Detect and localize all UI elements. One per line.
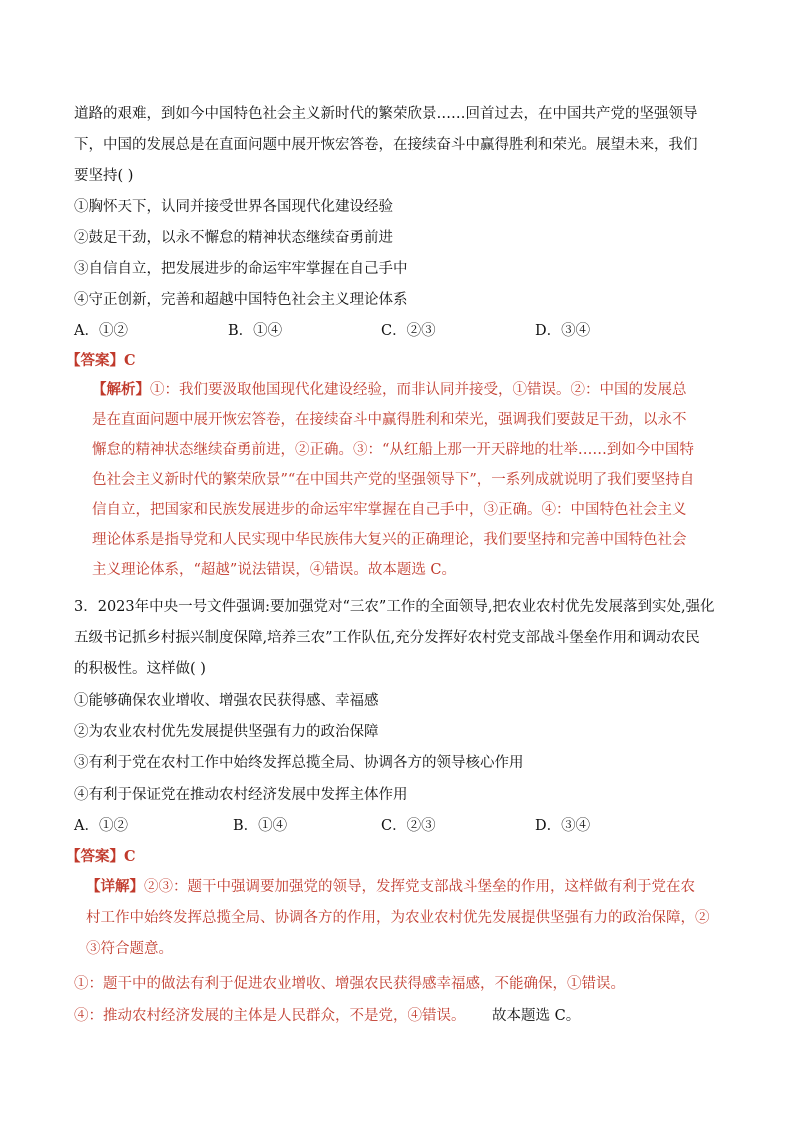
q2-stem-line-2: 下，中国的发展总是在直面问题中展开恢宏答卷，在接续奋斗中赢得胜利和荣光。展望未来，我们 (74, 137, 698, 153)
q2-statement-1: ①胸怀天下，认同并接受世界各国现代化建设经验 (74, 199, 393, 215)
q3-statement-3: ③有利于党在农村工作中始终发挥总揽全局、协调各方的领导核心作用 (74, 755, 524, 771)
q3-statement-4: ④有利于保证党在推动农村经济发展中发挥主体作用 (74, 787, 408, 803)
q3-stem-line-1: 3．2023年中央一号文件强调:要加强党对“三农”工作的全面领导,把农业农村优先发展落到实处,强化 (74, 599, 715, 615)
q2-option-b: B．①④ (228, 323, 283, 339)
q2-analysis-line-3: 懈怠的精神状态继续奋勇前进，②正确。③：“从红船上那一开天辟地的壮举……到如今中国特 (92, 442, 694, 458)
q3-extra-line-2: ④：推动农村经济发展的主体是人民群众，不是党，④错误。 (74, 1008, 466, 1024)
q3-answer (66, 847, 136, 867)
q2-analysis-tag: 【解析】 (92, 381, 150, 398)
q3-statement-2: ②为农业农村优先发展提供坚强有力的政治保障 (74, 724, 379, 740)
q2-analysis-line-7: 主义理论体系，“超越”说法错误，④错误。故本题选 C。 (92, 562, 457, 578)
q2-statement-4: ④守正创新，完善和超越中国特色社会主义理论体系 (74, 292, 408, 308)
q2-analysis-line-1 (92, 380, 687, 400)
q2-statement-3: ③自信自立，把发展进步的命运牢牢掌握在自己手中 (74, 261, 408, 277)
q3-answer-value: C (124, 848, 136, 865)
q3-option-a: A．①② (74, 818, 128, 834)
q3-answer-tag: 【答案】 (66, 848, 124, 865)
q2-analysis-line-4: 色社会主义新时代的繁荣欣景”“在中国共产党的坚强领导下”，一系列成就说明了我们要坚持自 (92, 472, 695, 488)
q2-analysis-line-2: 是在直面问题中展开恢宏答卷，在接续奋斗中赢得胜利和荣光，强调我们要鼓足干劲，以永不 (92, 412, 687, 428)
q3-conclusion: 故本题选 C。 (492, 1008, 581, 1024)
q3-detail-text-1: ②③：题干中强调要加强党的领导，发挥党支部战斗堡垒的作用，这样做有利于党在农 (144, 879, 695, 895)
q2-analysis-line-5: 信自立，把国家和民族发展进步的命运牢牢掌握在自己手中，③正确。④：中国特色社会主义 (92, 502, 687, 518)
q2-analysis-text-1: ①：我们要汲取他国现代化建设经验，而非认同并接受，①错误。②：中国的发展总 (150, 382, 687, 398)
q3-stem-line-3: 的积极性。这样做( ) (74, 661, 206, 677)
q3-option-d: D．③④ (535, 818, 591, 834)
q3-stem-line-2: 五级书记抓乡村振兴制度保障,培养三农”工作队伍,充分发挥好农村党支部战斗堡垒作用和调动农民 (74, 630, 700, 646)
q2-stem-line-3: 要坚持( ) (74, 168, 134, 184)
q2-analysis-line-6: 理论体系是指导党和人民实现中华民族伟大复兴的正确理论，我们要坚持和完善中国特色社会 (92, 532, 687, 548)
q2-statement-2: ②鼓足干劲，以永不懈怠的精神状态继续奋勇前进 (74, 230, 393, 246)
q2-stem-line-1: 道路的艰难，到如今中国特色社会主义新时代的繁荣欣景……回首过去，在中国共产党的坚强领导 (74, 106, 698, 122)
q3-option-b: B．①④ (233, 818, 288, 834)
q2-option-c: C．②③ (381, 323, 436, 339)
q2-option-a: A．①② (74, 323, 128, 339)
q3-detail-tag: 【详解】 (86, 878, 144, 895)
q3-extra-line-1: ①：题干中的做法有利于促进农业增收、增强农民获得感幸福感，不能确保，①错误。 (74, 976, 625, 992)
q3-detail-line-1 (86, 877, 695, 897)
q2-answer-value: C (124, 352, 136, 369)
q2-option-d: D．③④ (535, 323, 591, 339)
q3-detail-line-3: ③符合题意。 (86, 941, 173, 957)
q2-answer (66, 351, 136, 371)
q3-detail-line-2: 村工作中始终发挥总揽全局、协调各方的作用，为农业农村优先发展提供坚强有力的政治保障，② (86, 910, 710, 926)
q2-answer-tag: 【答案】 (66, 352, 124, 369)
q3-option-c: C．②③ (381, 818, 436, 834)
q3-statement-1: ①能够确保农业增收、增强农民获得感、幸福感 (74, 693, 379, 709)
